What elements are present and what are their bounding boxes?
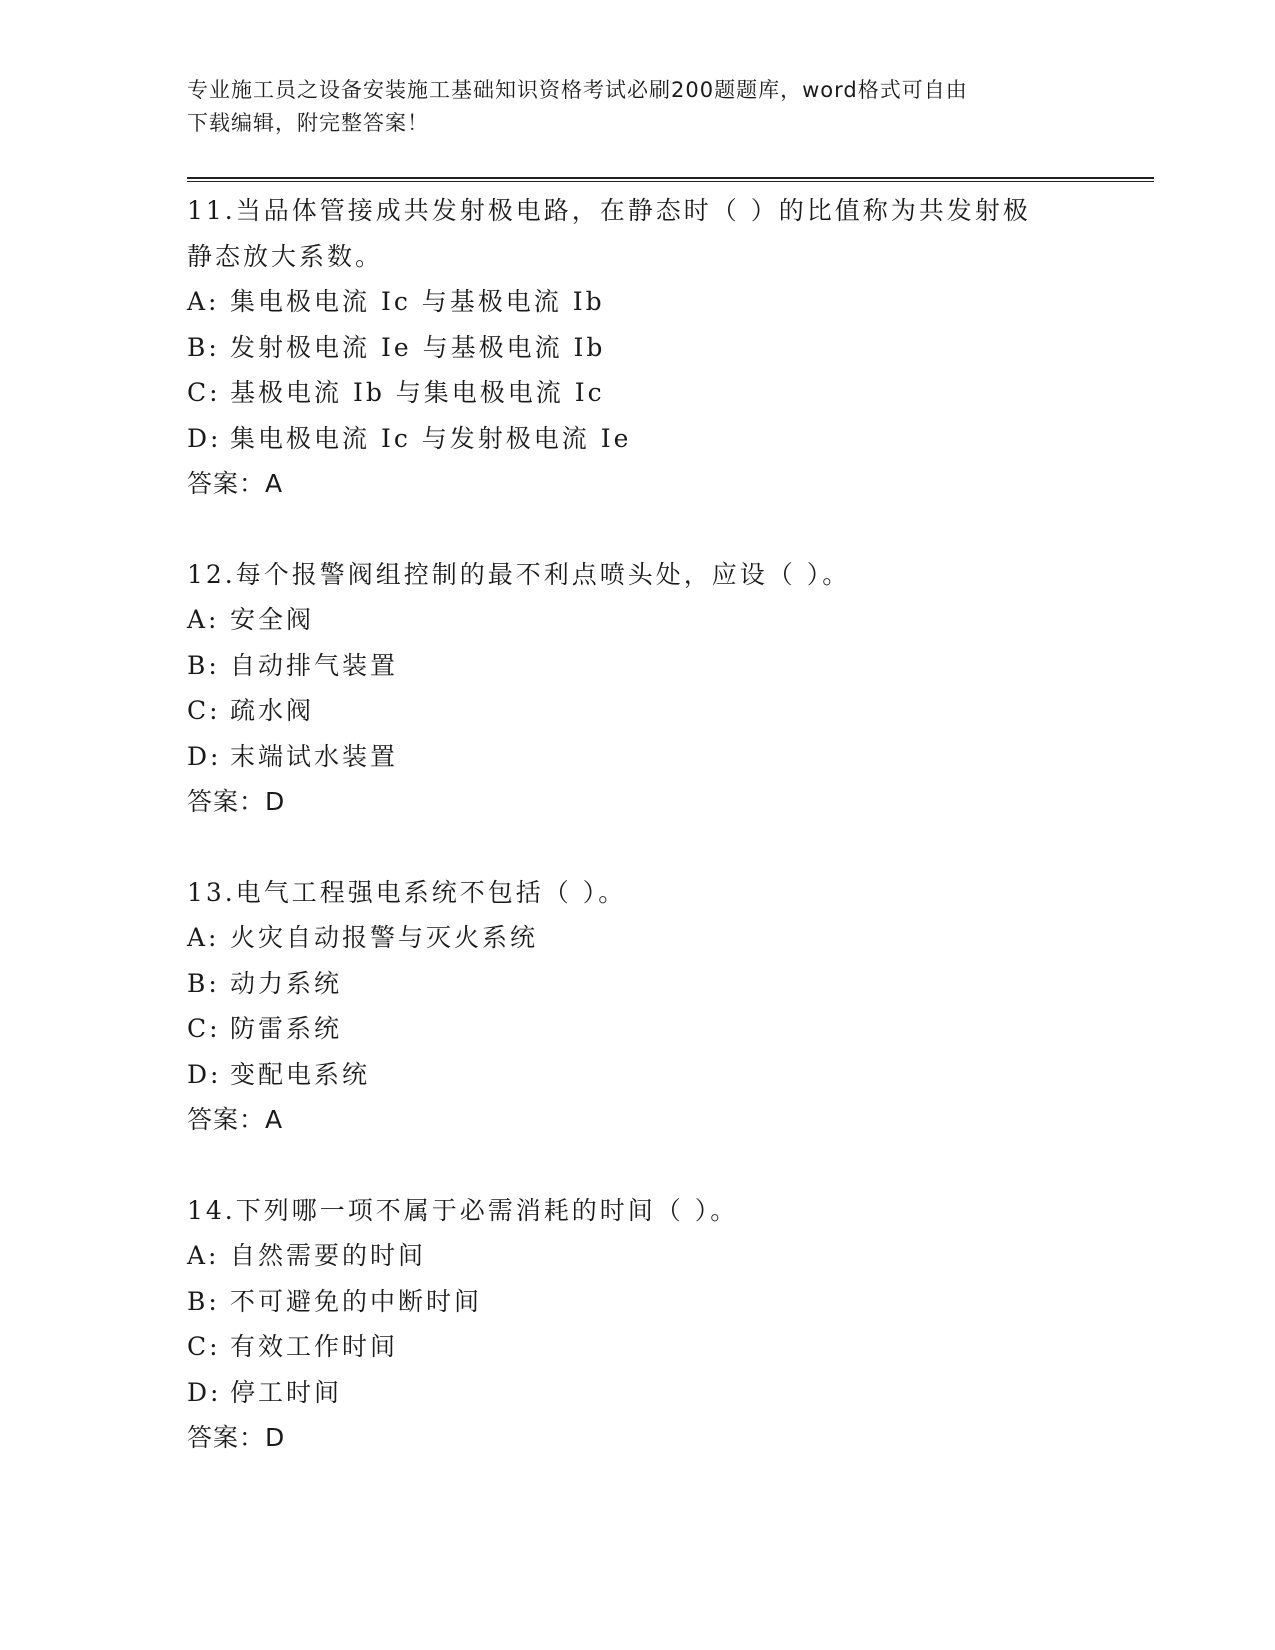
question-stem-line-1: 14.下列哪一项不属于必需消耗的时间（ ）。 (187, 1195, 739, 1225)
option-text: 不可避免的中断时间 (230, 1286, 483, 1316)
header-line-1: 专业施工员之设备安装施工基础知识资格考试必刷200题题库，word格式可自由 (187, 78, 968, 102)
option-a (187, 1233, 1087, 1279)
option-d (187, 1052, 1087, 1098)
option-text: 末端试水装置 (230, 741, 399, 771)
option-text: 有效工作时间 (230, 1332, 399, 1361)
question-stem-line-1: 11.当品体管接成共发射极电路，在静态时（ ）的比值称为共发射极 (187, 196, 1031, 225)
header-divider (187, 177, 1154, 182)
option-text: 发射极电流 Ie 与基极电流 Ib (230, 332, 606, 362)
option-c (187, 1006, 1087, 1052)
question-stem-line-1: 13.电气工程强电系统不包括（ ）。 (187, 877, 627, 907)
option-d (187, 1370, 1087, 1416)
option-text: 疏水阀 (230, 696, 315, 725)
answer-label: 答案：D (187, 787, 286, 816)
header-line-2: 下载编辑，附完整答案！ (187, 111, 429, 135)
option-text: 自动排气装置 (230, 650, 399, 680)
option-letter: D: (187, 423, 222, 453)
question-stem-line-2: 静态放大系数。 (187, 241, 384, 271)
option-text: 集电极电流 Ic 与基极电流 Ib (230, 287, 605, 316)
option-c (187, 1324, 1087, 1370)
option-text: 变配电系统 (230, 1059, 371, 1089)
option-c (187, 688, 1087, 734)
option-letter: C: (187, 378, 221, 407)
option-text: 火灾自动报警与灭火系统 (230, 923, 539, 952)
option-c (187, 370, 1087, 416)
option-letter: B: (187, 968, 220, 998)
answer-label: 答案：D (187, 1423, 286, 1452)
answer-label: 答案：A (187, 469, 284, 498)
option-b (187, 325, 1087, 371)
option-letter: A: (187, 605, 220, 634)
option-a (187, 597, 1087, 643)
question-11 (187, 188, 1087, 507)
answer-label: 答案：A (187, 1105, 284, 1134)
option-text: 防雷系统 (230, 1014, 343, 1043)
option-letter: A: (187, 1241, 220, 1270)
option-text: 动力系统 (230, 968, 343, 998)
question-13 (187, 870, 1087, 1143)
option-letter: C: (187, 696, 221, 725)
option-letter: B: (187, 1286, 220, 1316)
option-a (187, 279, 1087, 325)
option-b (187, 1279, 1087, 1325)
option-letter: D: (187, 741, 222, 771)
option-letter: B: (187, 332, 220, 362)
option-text: 安全阀 (230, 605, 315, 634)
option-letter: D: (187, 1377, 222, 1407)
question-stem-line-1: 12.每个报警阀组控制的最不利点喷头处，应设（ ）。 (187, 559, 851, 589)
question-12 (187, 552, 1087, 825)
option-letter: A: (187, 287, 220, 316)
option-letter: C: (187, 1332, 221, 1361)
option-text: 停工时间 (230, 1377, 343, 1407)
option-b (187, 961, 1087, 1007)
option-letter: C: (187, 1014, 221, 1043)
option-letter: A: (187, 923, 220, 952)
option-d (187, 416, 1087, 462)
option-letter: B: (187, 650, 220, 680)
option-letter: D: (187, 1059, 222, 1089)
option-text: 基极电流 Ib 与集电极电流 Ic (230, 378, 605, 407)
option-text: 集电极电流 Ic 与发射极电流 Ie (230, 423, 632, 453)
question-list (187, 188, 1087, 1506)
document-header (187, 74, 1067, 140)
option-text: 自然需要的时间 (230, 1241, 427, 1270)
option-a (187, 915, 1087, 961)
option-b (187, 643, 1087, 689)
question-14 (187, 1188, 1087, 1461)
option-d (187, 734, 1087, 780)
